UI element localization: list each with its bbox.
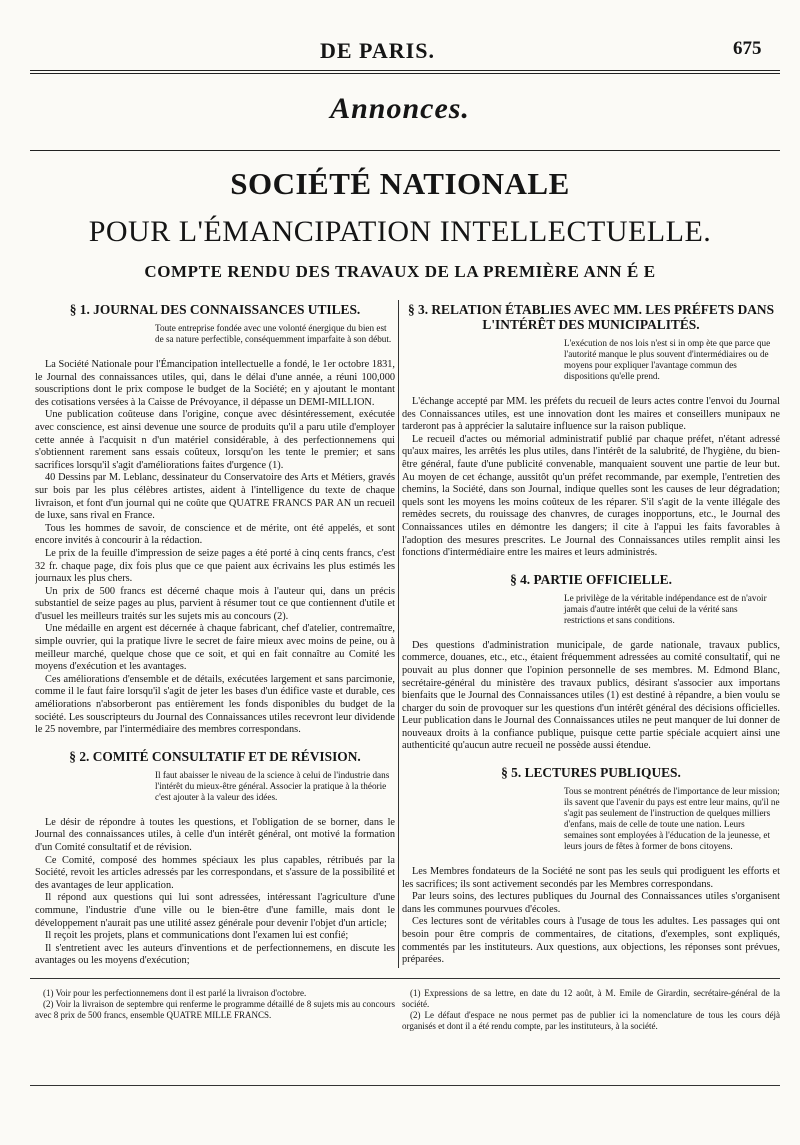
title-line-2: POUR L'ÉMANCIPATION INTELLECTUELLE. [88, 215, 712, 248]
header-rule-thin [30, 73, 780, 74]
section-heading: Annonces. [330, 92, 470, 125]
section-3-title: § 3. RELATION ÉTABLIES AVEC MM. LES PRÉFETS DANS L'INTÉRÊT DES MUNICIPALITÉS. [407, 302, 775, 332]
section-5-epigraph: Tous se montrent pénétrés de l'importance de leur mission; ils savent que l'avenir du pays est entre leur mains, qu'il ne s'agit pas seulement de l'instruction de quelques milliers d'enfans, mais de celle de toute une nation. Leurs semaines sont employées à l'éducation de la jeunesse, et leurs jours de fêtes à former de bons citoyens. [564, 786, 780, 852]
paragraph: La Société Nationale pour l'Émancipation intellectuelle a fondé, le 1er octobre 1831, le Journal des connaissances utiles, qui, dans le délai d'une année, a réuni 100,000 souscriptions dont le prix compose le budget de la Société; en y ajoutant le montant des cotisations versées à la Caisse de Prévoyance, il dépasse un DEMI-MILLION. [35, 359, 395, 408]
paragraph: Ce Comité, composé des hommes spéciaux les plus capables, rétribués par la Société, revoit les articles adressés par les correspondans, et s'assure de la possibilité et des avantages de leur application. [35, 854, 395, 891]
paragraph: Il reçoit les projets, plans et communications dont l'examen lui est confié; [45, 930, 349, 942]
paragraph: 40 Dessins par M. Leblanc, dessinateur du Conservatoire des Arts et Métiers, gravés sur bois par les plus célèbres artistes, aident à l'intelligence du texte de chaque livraison, et font d'un journal qui ne coûte que QUATRE FRANCS PAR AN un recueil de luxe, sans rival en France. [35, 472, 395, 522]
paragraph: Une médaille en argent est décernée à chaque fabricant, chef d'atelier, contremaître, simple ouvrier, qui la pratique livre le secret de faire mieux avec moins de peine, ou à meilleur marché, quelque chose que ce soit, et qui en fait connaître au Comité les moyens d'exécution et les avantages. [35, 623, 395, 673]
section-4-title: § 4. PARTIE OFFICIELLE. [510, 571, 672, 587]
paragraph: Le prix de la feuille d'impression de seize pages a été porté à cinq cents francs, c'est 32 fr. chaque page, dix fois plus que ce que paient aux écrivains les plus estimés les journaux les plus chers. [35, 547, 395, 585]
section-1-epigraph: Toute entreprise fondée avec une volonté énergique du bien est de sa nature perfectible, conséquemment imparfaite à son début. [155, 323, 392, 344]
paragraph: Il répond aux questions qui lui sont adressées, intéressant l'agriculture d'une commune, l'industrie d'une ville ou le bien-être d'une famille, mais dont le développement n'aurait pas une utilité assez générale pour devenir l'objet d'un article; [35, 892, 395, 929]
footnotes-left [35, 988, 395, 1021]
footnote: (2) Voir la livraison de septembre qui renferme le programme détaillé de 8 sujets mis au concours avec 8 prix de 500 francs, ensemble QUATRE MILLE FRANCS. [35, 999, 395, 1020]
footnote-rule [30, 978, 780, 979]
paragraph: Un prix de 500 francs est décerné chaque mois à l'auteur qui, dans un précis substantiel de seize pages au plus, parvient à résumer tout ce que contiennent d'utile et d'usuel les meilleurs traités sur les sujets mis au concours (2). [35, 585, 395, 622]
paragraph: Ces lectures sont de véritables cours à l'usage de tous les adultes. Les passages qui ont besoin pour être compris de commentaires, de citations, d'exemples, sont expliqués, commentés par les instituteurs. Aux questions, aux objections, les réponses sont prévues, préparées. [402, 916, 780, 966]
section-4-epigraph: Le privilège de la véritable indépendance est de n'avoir jamais d'autre intérêt que celui de la vérité sans restrictions et sans conditions. [564, 592, 767, 625]
paragraph: Par leurs soins, des lectures publiques du Journal des Connaissances utiles s'organisent dans les communes pourvues d'écoles. [402, 891, 780, 915]
paragraph: Le désir de répondre à toutes les questions, et l'obligation de se borner, dans le Journal des connaissances utiles, à celle d'un intérêt général, ont motivé la formation d'un Comité consultatif et de révision. [35, 816, 395, 853]
right-column [402, 302, 780, 967]
section-5-title: § 5. LECTURES PUBLIQUES. [501, 765, 681, 781]
paragraph: Des questions d'administration municipale, de garde nationale, travaux publics, commerce, douanes, etc., etc., étaient fréquemment adressées au comité consultatif, qui ne pouvait au plus donner que l'opinion personnelle de ses membres. M. Edmond Blanc, secrétaire-général du ministère des travaux publics, désirant s'associer aux importans bienfaits que le Journal des Connaissances utiles (1) est destiné à répandre, a bien voulu se charger du soin de provoquer sur les questions d'un intérêt général des décisions officielles. Leur publication dans le Journal des Connaissances utiles ne peut manquer de lui donner de nouveaux droits à la confiance publique, puisque cette partie spéciale acquiert ainsi une authenticité qu'aucun autre recueil ne possède aussi étendue. [402, 639, 780, 752]
paragraph: L'échange accepté par MM. les préfets du recueil de leurs actes contre l'envoi du Journal des Connaissances utiles, est une innovation dont les maires et conseillers munipaux ne tarderont pas à apprécier la salutaire influence sur la raison publique. [402, 396, 780, 433]
bottom-rule [30, 1085, 780, 1086]
paragraph: Les Membres fondateurs de la Société ne sont pas les seuls qui prodiguent les efforts et les sacrifices; ils sont activement secondés par les Membres correspondans. [402, 866, 780, 890]
footnote: (1) Voir pour les perfectionnemens dont il est parlé la livraison d'octobre. [43, 988, 307, 998]
paragraph: Ces améliorations d'ensemble et de détails, exécutées largement et sans parcimonie, comme il le faut faire lorsqu'il s'agit de jeter les bases d'un édifice vaste et durable, ces améliorations n'absorberont pas entièrement les fonds disponibles du budget de la société. Les souscripteurs du Journal des Connaissances utiles recevront leur dividende le 25 novembre, par l'intermédiaire des membres correspondans. [35, 673, 395, 736]
header-rule [30, 70, 780, 71]
title-line-3: COMPTE RENDU DES TRAVAUX DE LA PREMIÈRE ANN É E [144, 262, 656, 281]
paragraph: Le recueil d'actes ou mémorial administratif publié par chaque préfet, n'étant adressé qu'aux maires, les arrêtés les plus utiles, dans l'intérêt de la salubrité, de l'hygiène, du bien-être général, faute d'une publicité convenable, manquaient souvent une partie de leur but. Au moyen de cet échange, aussitôt qu'un préfet recommande, par exemple, l'entretien des chemins, la Société, dans son Journal, indique quelles sont les causes de leur dégradation; quels sont les moyens les moins coûteux de les réparer. S'il s'agit de la vente illégale des remèdes secrets, du rouissage des chanvres, de curages inopportuns, etc., le Journal des Connaissances utiles en démontre les dangers; il cite à l'appui les faits favorables à l'adoption des mesures prescrites. Le Journal des Connaissances utiles remplit ainsi les fonctions d'intermédiaire entre les maires et leurs administrés. [402, 433, 780, 559]
title-line-1: SOCIÉTÉ NATIONALE [230, 166, 570, 201]
left-column [35, 302, 395, 967]
section-2-epigraph: Il faut abaisser le niveau de la science à celui de l'industrie dans l'intérêt du mieux-être général. Associer la pratique à la théorie c'est ajouter à la valeur des idées. [155, 769, 390, 802]
footnote: (1) Expressions de sa lettre, en date du 12 août, à M. Emile de Girardin, secrétaire-général de la société. [402, 988, 780, 1009]
section-3-epigraph: L'exécution de nos lois n'est si in omp ète que parce que l'autorité manque le plus souvent d'intermédiaires ou de moyens pour expliquer l'avantage commun des dispositions qu'elle prend. [564, 338, 771, 381]
section-1-title: § 1. JOURNAL DES CONNAISSANCES UTILES. [69, 302, 361, 317]
page-number: 675 [733, 38, 762, 59]
footnotes-right [402, 988, 780, 1032]
paragraph: Il s'entretient avec les auteurs d'inventions et de perfectionnemens, en discute les avantages ou les moyens d'exécution; [35, 942, 395, 967]
footnote: (2) Le défaut d'espace ne nous permet pas de publier ici la nomenclature de tous les cours déjà organisés et dont il a été rendu compte, par les instituteurs, à la société. [402, 1010, 780, 1031]
column-divider [398, 300, 399, 968]
paragraph: Une publication coûteuse dans l'origine, conçue avec désintéressement, exécutée avec conscience, est ainsi devenue une source de produits qu'il a paru utile d'employer cette année à l'acquisit n d'un matériel considérable, à des perfectionnemens qui s'obtiennent rarement sans essais coûteux, lorsqu'on les tente le premier; et sans sacrifices lorsqu'il s'agit d'améliorations faites d'urgence (1). [35, 409, 395, 471]
heading-rule [30, 150, 780, 151]
running-title: DE PARIS. [320, 38, 435, 63]
section-2-title: § 2. COMITÉ CONSULTATIF ET DE RÉVISION. [69, 748, 361, 764]
paragraph: Tous les hommes de savoir, de conscience et de mérite, ont été appelés, et sont encore invités à concourir à la rédaction. [35, 522, 395, 547]
